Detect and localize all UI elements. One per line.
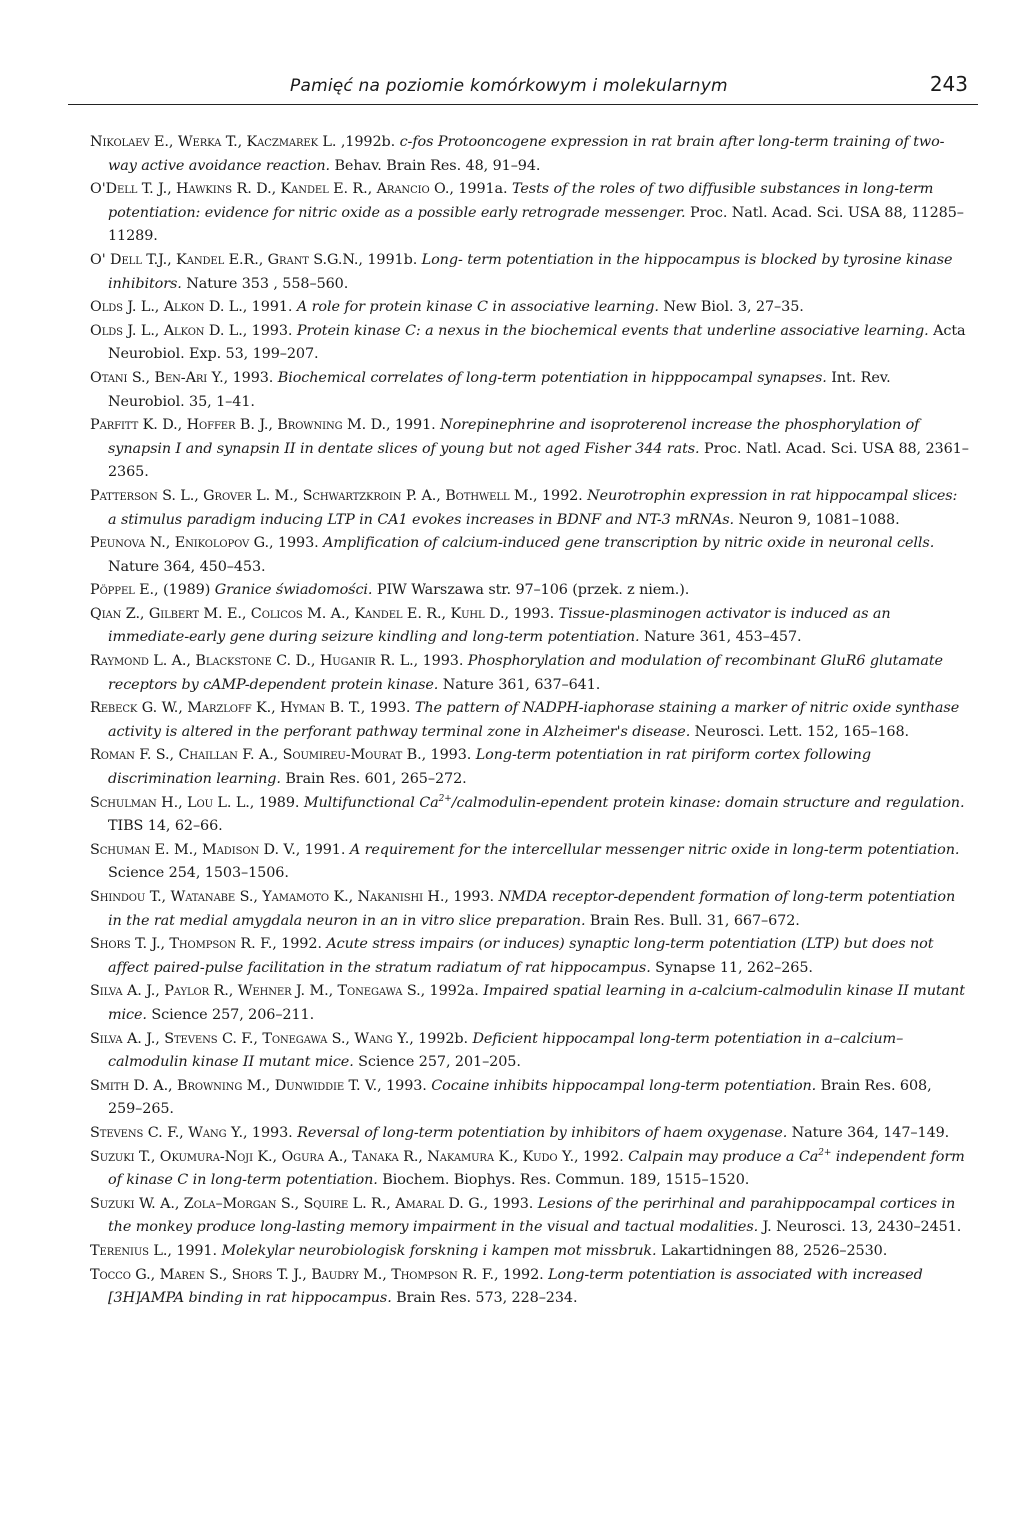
reference-title	[215, 582, 373, 598]
reference-title-text: Reversal of long-term potentiation by inhibitors of haem oxygenase.	[297, 1124, 788, 1141]
reference-title-continuation: independent form of kinase C in long-term potentiation.	[108, 1148, 965, 1189]
reference-title-text: Calpain may produce a Ca	[628, 1148, 819, 1165]
reference-title-text: Neurotrophin expression in rat hippocampal slices: a stimulus paradigm inducing LTP in CA1 evokes increases in BDNF and NT-3 mRNAs.	[108, 487, 958, 528]
reference-year: , 1993.	[421, 747, 476, 764]
reference-title-text: Impaired spatial learning in a-calcium-calmodulin kinase II mutant mice.	[108, 983, 965, 1023]
reference-entry	[90, 933, 970, 980]
reference-source: Neurosci. Lett. 152, 165–168.	[690, 723, 909, 740]
reference-source: Acta Neurobiol. Exp. 53, 199–207.	[108, 322, 966, 363]
reference-authors: Peunova N., Enikolopov G.	[90, 535, 269, 552]
reference-title-text: NMDA receptor-dependent formation of long-term potentiation in the rat medial amygdala neuron in an in vitro slice preparation.	[108, 889, 956, 929]
reference-title	[297, 299, 659, 315]
reference-title-continuation: /calmodulin-ependent protein kinase: domain structure and regulation.	[451, 794, 965, 811]
reference-title-text: c-fos Protooncogene expression in rat brain after long-term training of two-way active avoidance reaction.	[108, 134, 945, 174]
reference-source: Nature 361, 453–457.	[639, 629, 802, 646]
reference-source: Int. Rev. Neurobiol. 35, 1–41.	[108, 369, 891, 410]
reference-title-text: Molekylar neurobiologisk forskning i kampen mot missbruk.	[221, 1242, 657, 1259]
reference-authors: Olds J. L., Alkon D. L.	[90, 322, 243, 339]
reference-year: , 1993.	[242, 322, 297, 339]
reference-title-text: Acute stress impairs (or induces) synaptic long-term potentiation (LTP) but does not affect paired-pulse facilitation in the stratum radiatum of rat hippocampus.	[108, 936, 934, 976]
reference-source: Biochem. Biophys. Res. Commun. 189, 1515–1520.	[377, 1172, 750, 1189]
reference-title-text: Amplification of calcium-induced gene transcription by nitric oxide in neuronal cells.	[323, 535, 935, 552]
reference-source: New Biol. 3, 27–35.	[658, 299, 804, 316]
reference-year: , 1992a.	[420, 983, 484, 1000]
reference-entry	[90, 792, 970, 839]
reference-title	[304, 795, 965, 811]
reference-title	[431, 1078, 816, 1094]
reference-title-text: Norepinephrine and isoproterenol increase the phosphorylation of synapsin I and synapsin II in dentate slices of young but not aged Fisher 344 rats.	[108, 417, 920, 457]
reference-year: , 1991b.	[358, 251, 422, 268]
reference-title	[350, 842, 960, 858]
reference-entry	[90, 178, 970, 249]
reference-source: Brain Res. Bull. 31, 667–672.	[585, 912, 800, 929]
reference-title	[323, 535, 934, 551]
reference-title-text: Tissue-plasminogen activator is induced as an immediate-early gene during seizure kindling and long-term potentiation.	[108, 605, 891, 646]
reference-authors: Smith D. A., Browning M., Dunwiddie T. V.	[90, 1077, 378, 1094]
reference-year: , 1991.	[167, 1242, 222, 1259]
reference-authors: Tocco G., Maren S., Shors T. J., Baudry M., Thompson R. F.	[90, 1266, 494, 1283]
reference-year: , 1991.	[242, 299, 297, 316]
reference-source: Nature 364, 147–149.	[787, 1124, 950, 1141]
reference-entry	[90, 1264, 970, 1311]
reference-authors: Otani S., Ben-Ari Y.	[90, 369, 224, 386]
reference-title-text: Long-term potentiation in rat piriform cortex following discrimination learning.	[108, 747, 871, 788]
reference-title-text: Long-term potentiation is associated with increased [3H]AMPA binding in rat hippocampus.	[108, 1266, 923, 1307]
reference-entry	[90, 485, 970, 532]
reference-year: , 1991a.	[449, 181, 512, 198]
reference-year: , 1991.	[295, 841, 350, 858]
reference-title-text: Granice świadomości.	[214, 582, 373, 599]
reference-authors: Silva A. J., Paylor R., Wehner J. M., Tonegawa S.	[90, 983, 421, 1000]
reference-authors: Raymond L. A., Blackstone C. D., Huganir R. L.	[90, 653, 414, 670]
reference-authors: Terenius L.	[90, 1242, 168, 1259]
reference-entry	[90, 980, 970, 1027]
reference-entry	[90, 1240, 970, 1264]
reference-source: Behav. Brain Res. 48, 91–94.	[329, 157, 541, 174]
reference-year: , 1992.	[533, 487, 588, 504]
reference-source: Neuron 9, 1081–1088.	[734, 511, 900, 528]
reference-year: , 1992.	[272, 936, 327, 953]
reference-authors: Olds J. L., Alkon D. L.	[90, 299, 243, 316]
reference-year: , 1993.	[268, 535, 324, 552]
reference-authors: Patterson S. L., Grover L. M., Schwartzkroin P. A., Bothwell M.	[90, 487, 534, 504]
reference-year: , 1993.	[483, 1195, 538, 1212]
reference-entry	[90, 296, 970, 320]
reference-authors: Shors T. J., Thompson R. F.	[90, 936, 273, 953]
reference-title	[278, 370, 827, 386]
reference-source: Proc. Natl. Acad. Sci. USA 88, 11285–11289.	[108, 204, 964, 245]
reference-entry	[90, 650, 970, 697]
reference-authors: Pöppel E.	[90, 582, 155, 599]
reference-authors: Parfitt K. D., Hoffer B. J., Browning M. D.	[90, 417, 386, 434]
reference-year: , 1993.	[360, 700, 415, 717]
reference-source: J. Neurosci. 13, 2430–2451.	[758, 1219, 962, 1236]
running-title: Pamięć na poziomie komórkowym i molekularnym	[290, 76, 728, 96]
reference-source: Synapse 11, 262–265.	[650, 959, 813, 976]
reference-title-text: Tests of the roles of two diffusible substances in long-term potentiation: evidence for nitric oxide as a possible early retrograde messenger.	[108, 181, 934, 221]
reference-title-superscript: 2+	[818, 1147, 832, 1158]
reference-list	[90, 131, 970, 1311]
reference-year: , 1992.	[574, 1148, 629, 1165]
reference-year: , 1992.	[493, 1266, 549, 1283]
reference-entry	[90, 249, 970, 296]
reference-title-text: Deficient hippocampal long-term potentiation in a–calcium–calmodulin kinase II mutant mice.	[108, 1030, 904, 1071]
reference-year: , 1989.	[249, 794, 304, 811]
reference-year: , 1993.	[504, 605, 559, 622]
reference-title	[221, 1243, 656, 1259]
reference-year: , (1989)	[154, 582, 215, 599]
reference-entry	[90, 886, 970, 933]
reference-year: , 1993.	[377, 1077, 432, 1094]
reference-title-text: Long- term potentiation in the hippocampus is blocked by tyrosine kinase inhibitors.	[108, 251, 953, 292]
reference-title-text: Phosphorylation and modulation of recombinant GluR6 glutamate receptors by cAMP-dependent protein kinase.	[108, 653, 943, 693]
reference-authors: Suzuki W. A., Zola–Morgan S., Squire L. R., Amaral D. G.	[90, 1195, 484, 1212]
reference-title-text: Lesions of the perirhinal and parahippocampal cortices in the monkey produce long-lasting memory impairment in the visual and tactual modalities.	[108, 1195, 956, 1236]
reference-title-text: Cocaine inhibits hippocampal long-term potentiation.	[431, 1077, 817, 1094]
reference-entry	[90, 532, 970, 579]
reference-title-text: A role for protein kinase C in associative learning.	[296, 299, 659, 316]
reference-entry	[90, 697, 970, 744]
reference-authors: O'Dell T. J., Hawkins R. D., Kandel E. R., Arancio O.	[90, 181, 450, 198]
reference-year: , 1992b.	[409, 1030, 473, 1047]
reference-source: Nature 361, 637–641.	[438, 676, 601, 693]
reference-source: Nature 364, 450–453.	[108, 558, 266, 575]
reference-year: ,1992b.	[336, 134, 400, 150]
reference-entry	[90, 414, 970, 485]
reference-title-text: Protein kinase C: a nexus in the biochemical events that underline associative learning.	[296, 322, 929, 339]
reference-title-text: The pattern of NADPH-iaphorase staining a marker of nitric oxide synthase activity is altered in the perforant pathway terminal zone in Alzheimer's disease.	[108, 700, 960, 740]
reference-entry	[90, 1028, 970, 1075]
reference-source: Proc. Natl. Acad. Sci. USA 88, 2361–2365.	[108, 440, 969, 481]
reference-year: , 1993.	[223, 369, 278, 386]
reference-title-superscript: 2+	[438, 793, 452, 804]
reference-authors: Shindou T., Watanabe S., Yamamoto K., Nakanishi H.	[90, 889, 445, 905]
reference-authors: Roman F. S., Chaillan F. A., Soumireu-Mourat B.	[90, 747, 422, 764]
reference-year: , 1993.	[242, 1124, 298, 1141]
reference-source: TIBS 14, 62–66.	[108, 818, 223, 835]
reference-year: , 1993.	[444, 889, 499, 905]
reference-authors: O' Dell T.J., Kandel E.R., Grant S.G.N.	[90, 251, 359, 268]
reference-source: Science 254, 1503–1506.	[108, 865, 289, 882]
reference-source: Science 257, 206–211.	[146, 1006, 315, 1023]
reference-entry	[90, 579, 970, 603]
reference-authors: Suzuki T., Okumura-Noji K., Ogura A., Tanaka R., Nakamura K., Kudo Y.	[90, 1148, 575, 1165]
reference-entry	[90, 1146, 970, 1193]
reference-authors: Rebeck G. W., Marzloff K., Hyman B. T.	[90, 700, 361, 717]
reference-entry	[90, 603, 970, 650]
reference-entry	[90, 1193, 970, 1240]
reference-authors: Schulman H., Lou L. L.	[90, 794, 250, 811]
reference-title-text: Multifunctional Ca	[303, 794, 439, 811]
reference-year: , 1993.	[413, 653, 468, 670]
reference-authors: Stevens C. F., Wang Y.	[90, 1124, 243, 1141]
reference-title	[297, 1125, 787, 1141]
reference-entry	[90, 320, 970, 367]
reference-authors: Schuman E. M., Madison D. V.	[90, 841, 296, 858]
reference-authors: Silva A. J., Stevens C. F., Tonegawa S., Wang Y.	[90, 1030, 410, 1047]
page-number: 243	[929, 72, 968, 96]
reference-source: Brain Res. 573, 228–234.	[391, 1290, 578, 1307]
reference-authors: Nikolaev E., Werka T., Kaczmarek L.	[90, 134, 337, 150]
reference-title-text: Biochemical correlates of long-term potentiation in hipppocampal synapses.	[277, 369, 827, 386]
reference-source: Nature 353 , 558–560.	[181, 275, 349, 292]
reference-year: , 1991.	[385, 417, 441, 434]
reference-authors: Qian Z., Gilbert M. E., Colicos M. A., Kandel E. R., Kuhl D.	[90, 605, 505, 622]
reference-source: Science 257, 201–205.	[353, 1054, 521, 1071]
reference-entry	[90, 1122, 970, 1146]
running-header	[68, 72, 978, 105]
reference-title	[297, 323, 929, 339]
reference-entry	[90, 744, 970, 791]
reference-source: Brain Res. 608, 259–265.	[108, 1077, 932, 1118]
reference-entry	[90, 1075, 970, 1122]
reference-source: PIW Warszawa str. 97–106 (przek. z niem.).	[372, 582, 690, 599]
reference-source: Brain Res. 601, 265–272.	[280, 771, 467, 788]
reference-entry	[90, 367, 970, 414]
reference-entry	[90, 839, 970, 886]
reference-entry	[90, 131, 970, 178]
reference-title-text: A requirement for the intercellular messenger nitric oxide in long-term potentiation.	[349, 841, 960, 858]
reference-source: Lakartidningen 88, 2526–2530.	[656, 1242, 888, 1259]
